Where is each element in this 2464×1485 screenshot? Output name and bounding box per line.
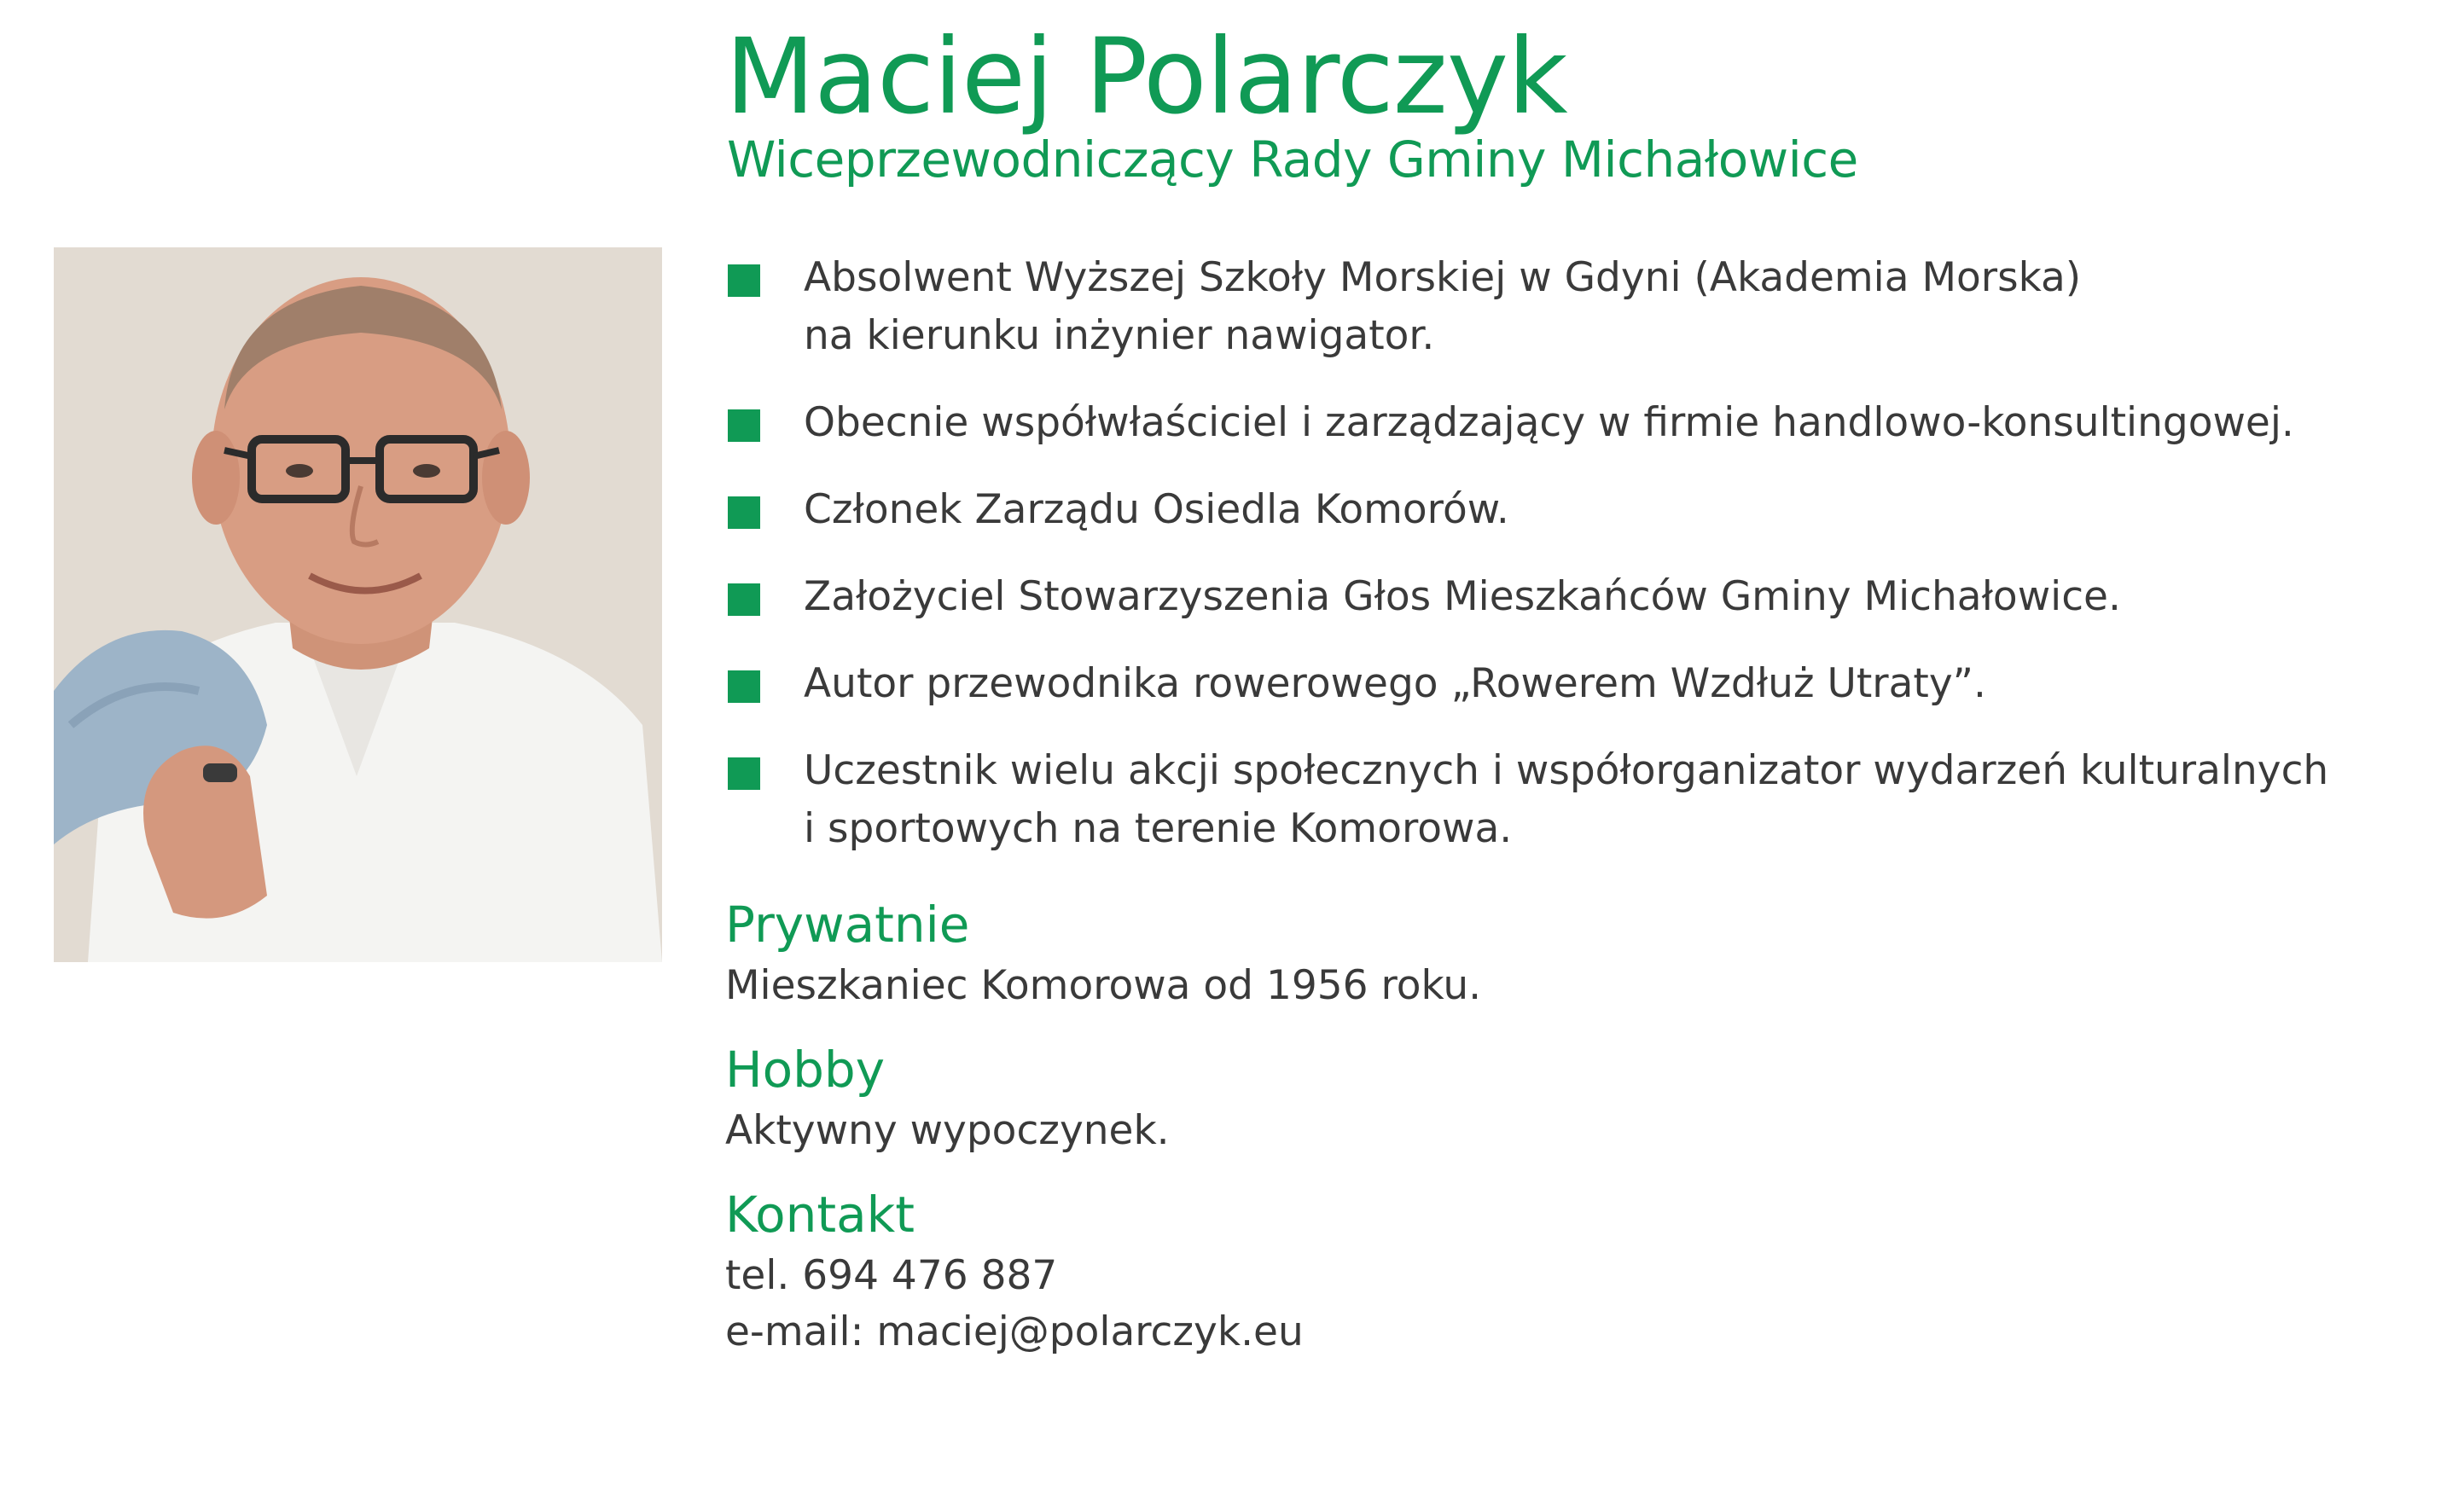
bullet-square-icon xyxy=(728,757,760,790)
bullet-square-icon xyxy=(728,670,760,703)
hobby-heading: Hobby xyxy=(725,1041,886,1099)
list-item-line: Absolwent Wyższej Szkoły Morskiej w Gdyni (Akademia Morska) xyxy=(804,254,2082,301)
bullet-square-icon xyxy=(728,583,760,616)
list-item xyxy=(725,568,2415,626)
bio-bullet-list xyxy=(725,249,2415,887)
portrait-illustration xyxy=(54,247,662,962)
person-role: Wiceprzewodniczący Rady Gminy Michałowice xyxy=(727,131,1858,189)
list-item xyxy=(725,249,2415,365)
bullet-square-icon xyxy=(728,264,760,297)
portrait-photo xyxy=(54,247,662,962)
list-item-line: Założyciel Stowarzyszenia Głos Mieszkańców Gminy Michałowice. xyxy=(804,573,2121,620)
list-item xyxy=(725,481,2415,539)
list-item-line: Uczestnik wielu akcji społecznych i współorganizator wydarzeń kulturalnych xyxy=(804,747,2329,794)
list-item-line: Członek Zarządu Osiedla Komorów. xyxy=(804,486,1509,533)
list-item xyxy=(725,742,2415,858)
list-item-line: na kierunku inżynier nawigator. xyxy=(804,312,1435,359)
contact-email-link[interactable]: e-mail: maciej@polarczyk.eu xyxy=(725,1308,1304,1355)
list-item xyxy=(725,394,2415,452)
bullet-square-icon xyxy=(728,409,760,442)
private-text: Mieszkaniec Komorowa od 1956 roku. xyxy=(725,962,1482,1009)
bullet-square-icon xyxy=(728,496,760,529)
list-item-line: Obecnie współwłaściciel i zarządzający w firmie handlowo-konsultingowej. xyxy=(804,399,2294,446)
list-item-line: i sportowych na terenie Komorowa. xyxy=(804,805,1513,852)
person-name: Maciej Polarczyk xyxy=(725,16,1567,137)
private-heading: Prywatnie xyxy=(725,896,970,954)
list-item-line: Autor przewodnika rowerowego „Rowerem Wzdłuż Utraty”. xyxy=(804,660,1986,707)
contact-phone[interactable]: tel. 694 476 887 xyxy=(725,1252,1058,1299)
contact-heading: Kontakt xyxy=(725,1186,915,1244)
hobby-text: Aktywny wypoczynek. xyxy=(725,1107,1170,1154)
list-item xyxy=(725,655,2415,713)
